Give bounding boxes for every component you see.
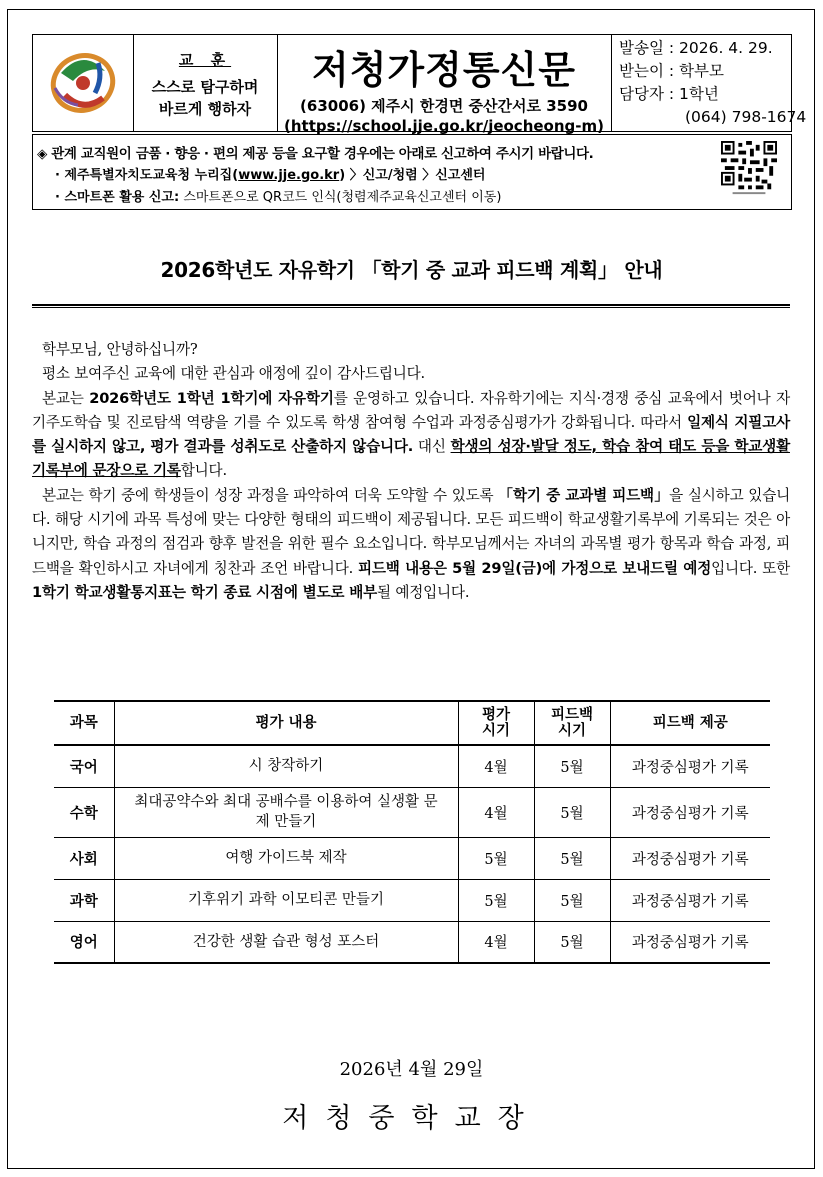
- table-header-row: [54, 701, 770, 745]
- p4-f: 1학기 학교생활통지표는 학기 종료 시점에 별도로 배부: [32, 583, 377, 601]
- row-subject: 수학: [54, 787, 114, 837]
- greeting: 학부모님, 안녕하십니까?: [42, 341, 198, 358]
- row-eval-time: 4월: [458, 745, 534, 787]
- free-semester-paragraph: [32, 387, 790, 484]
- p3-g: 합니다.: [180, 462, 227, 480]
- p3-c: 를 운영하고 있습니다. 자유학기에는 지식·경쟁 중심 교육에서 벗어나 자기주도학습 및 진로탐색 역량을 기를 수 있도록 학생 참여형 수업과 과정중심평가가 강화됩니다. 따라서: [32, 389, 791, 431]
- row-eval-time: 5월: [458, 879, 534, 921]
- header-eval-time-1: 평가: [481, 707, 510, 723]
- row-subject: 과학: [54, 879, 114, 921]
- school-logo-icon: [43, 43, 123, 123]
- issue-date: 2026년 4월 29일: [339, 1059, 484, 1080]
- row-feedback-time: 5월: [534, 837, 610, 879]
- newsletter-header: [32, 34, 807, 135]
- notice-line-2: [55, 186, 501, 205]
- row-subject: 영어: [54, 921, 114, 963]
- notice-line1-suffix: ) 〉신고/청렴 〉신고센터: [339, 168, 486, 183]
- report-notice: [32, 134, 792, 210]
- thanks-paragraph: 평소 보여주신 교육에 대한 관심과 애정에 깊이 감사드립니다.: [42, 365, 425, 383]
- principal-signature: 저청중학교장: [282, 1103, 541, 1134]
- title-rule-thin: [32, 307, 790, 308]
- manager: 담당자 : 1학년: [619, 85, 719, 103]
- p4-b: 「학기 중 교과별 피드백」: [498, 486, 670, 504]
- motto-line-1: 스스로 탐구하며: [151, 78, 259, 96]
- p4-g: 될 예정입니다.: [377, 583, 470, 601]
- p3-d: 일제식 지필고사를 실시하지 않고, 평가 결과를 성취도로 산출하지 않습니다.: [32, 413, 790, 456]
- notice-main-text: ◈ 관계 교직원이 금품 · 향응 · 편의 제공 등을 요구할 경우에는 아래로 신고하여 주시기 바랍니다.: [37, 146, 594, 162]
- qr-code-icon[interactable]: [721, 141, 777, 197]
- row-eval-time: 4월: [458, 921, 534, 963]
- notice-line1-prefix: · 제주특별자치도교육청 누리집(: [55, 168, 239, 183]
- row-subject: 사회: [54, 837, 114, 879]
- notice-link[interactable]: www.jje.go.kr: [238, 168, 340, 183]
- feedback-paragraph: [32, 484, 790, 605]
- document-title: 2026학년도 자유학기 「학기 중 교과 피드백 계획」 안내: [160, 258, 663, 282]
- notice-line2-rest: 스마트폰으로 QR코드 인식(청렴제주교육신고센터 이동): [179, 190, 502, 205]
- row-eval-time: 5월: [458, 837, 534, 879]
- header-content: 평가 내용: [114, 701, 458, 745]
- school-address: (63006) 제주시 한경면 중산간서로 3590: [300, 97, 588, 115]
- row-eval-time: 4월: [458, 787, 534, 837]
- row-subject: 국어: [54, 745, 114, 787]
- row-provision: 과정중심평가 기록: [610, 921, 770, 963]
- row-feedback-time: 5월: [534, 879, 610, 921]
- p4-e: 입니다. 또한: [711, 559, 790, 577]
- row-provision: 과정중심평가 기록: [610, 745, 770, 787]
- school-url[interactable]: (https://school.jje.go.kr/jeocheong-m): [284, 117, 604, 135]
- row-provision: 과정중심평가 기록: [610, 787, 770, 837]
- motto-line-2: 바르게 행하자: [158, 100, 252, 118]
- header-fb-time-1: 피드백: [550, 707, 594, 723]
- send-date: 발송일 : 2026. 4. 29.: [619, 39, 773, 57]
- header-provision: 피드백 제공: [610, 701, 770, 745]
- header-eval-time-2: 시기: [481, 723, 510, 739]
- row-feedback-time: 5월: [534, 921, 610, 963]
- p4-d: 피드백 내용은 5월 29일(금)에 가정으로 보내드릴 예정: [358, 559, 712, 577]
- row-provision: 과정중심평가 기록: [610, 837, 770, 879]
- feedback-plan-table: [54, 700, 770, 964]
- row-provision: 과정중심평가 기록: [610, 879, 770, 921]
- table-row: [54, 921, 770, 963]
- p3-b: 2026학년도 1학년 1학기에 자유학기: [89, 389, 334, 407]
- p4-c: 을 실시하고 있습니다. 해당 시기에 과목 특성에 맞는 다양한 형태의 피드백이 제공됩니다. 모든 피드백이 학교생활기록부에 기록되는 것은 아니지만, 학습 과정의 점검과 향후 발전을 위한 필수 요소입니다. 학부모님께서는 자녀의 과목별 평가 항목과 학습 과정, 피드백을 확인하시고 자녀에게 칭찬과 조언 바랍니다.: [32, 486, 790, 577]
- row-feedback-time: 5월: [534, 787, 610, 837]
- p4-a: 본교는 학기 중에 학생들이 성장 과정을 파악하여 더욱 도약할 수 있도록: [42, 486, 499, 504]
- p3-e: 대신: [413, 438, 451, 456]
- notice-line-1: [55, 164, 485, 183]
- row-content: 시 창작하기: [114, 745, 458, 787]
- paper-title-cell: [277, 35, 612, 135]
- notice-line2-bold: · 스마트폰 활용 신고:: [55, 190, 180, 205]
- header-eval-time: [458, 701, 534, 745]
- header-fb-time-2: 시기: [557, 723, 586, 739]
- table-row: [54, 787, 770, 837]
- header-subject: 과목: [54, 701, 114, 745]
- table-row: [54, 879, 770, 921]
- row-content: 최대공약수와 최대 공배수를 이용하여 실생활 문제 만들기: [114, 787, 458, 837]
- motto-title: 교 훈: [178, 51, 232, 69]
- header-feedback-time: [534, 701, 610, 745]
- phone: (064) 798-1674: [685, 108, 807, 126]
- p3-a: 본교는: [42, 389, 90, 407]
- paper-name: 저청가정통신문: [312, 48, 576, 92]
- row-content: 건강한 생활 습관 형성 포스터: [114, 921, 458, 963]
- letter-body: [32, 338, 790, 605]
- p3-f: 학생의 성장·발달 정도, 학습 참여 태도 등을 학교생활기록부에 문장으로 기록: [32, 438, 790, 480]
- row-feedback-time: 5월: [534, 745, 610, 787]
- school-motto: [133, 35, 278, 131]
- send-info: [611, 35, 807, 131]
- table-row: [54, 837, 770, 879]
- row-content: 여행 가이드북 제작: [114, 837, 458, 879]
- recipient: 받는이 : 학부모: [619, 62, 724, 80]
- row-content: 기후위기 과학 이모티콘 만들기: [114, 879, 458, 921]
- title-rule: [32, 304, 790, 306]
- school-logo-cell: [33, 35, 134, 131]
- table-row: [54, 745, 770, 787]
